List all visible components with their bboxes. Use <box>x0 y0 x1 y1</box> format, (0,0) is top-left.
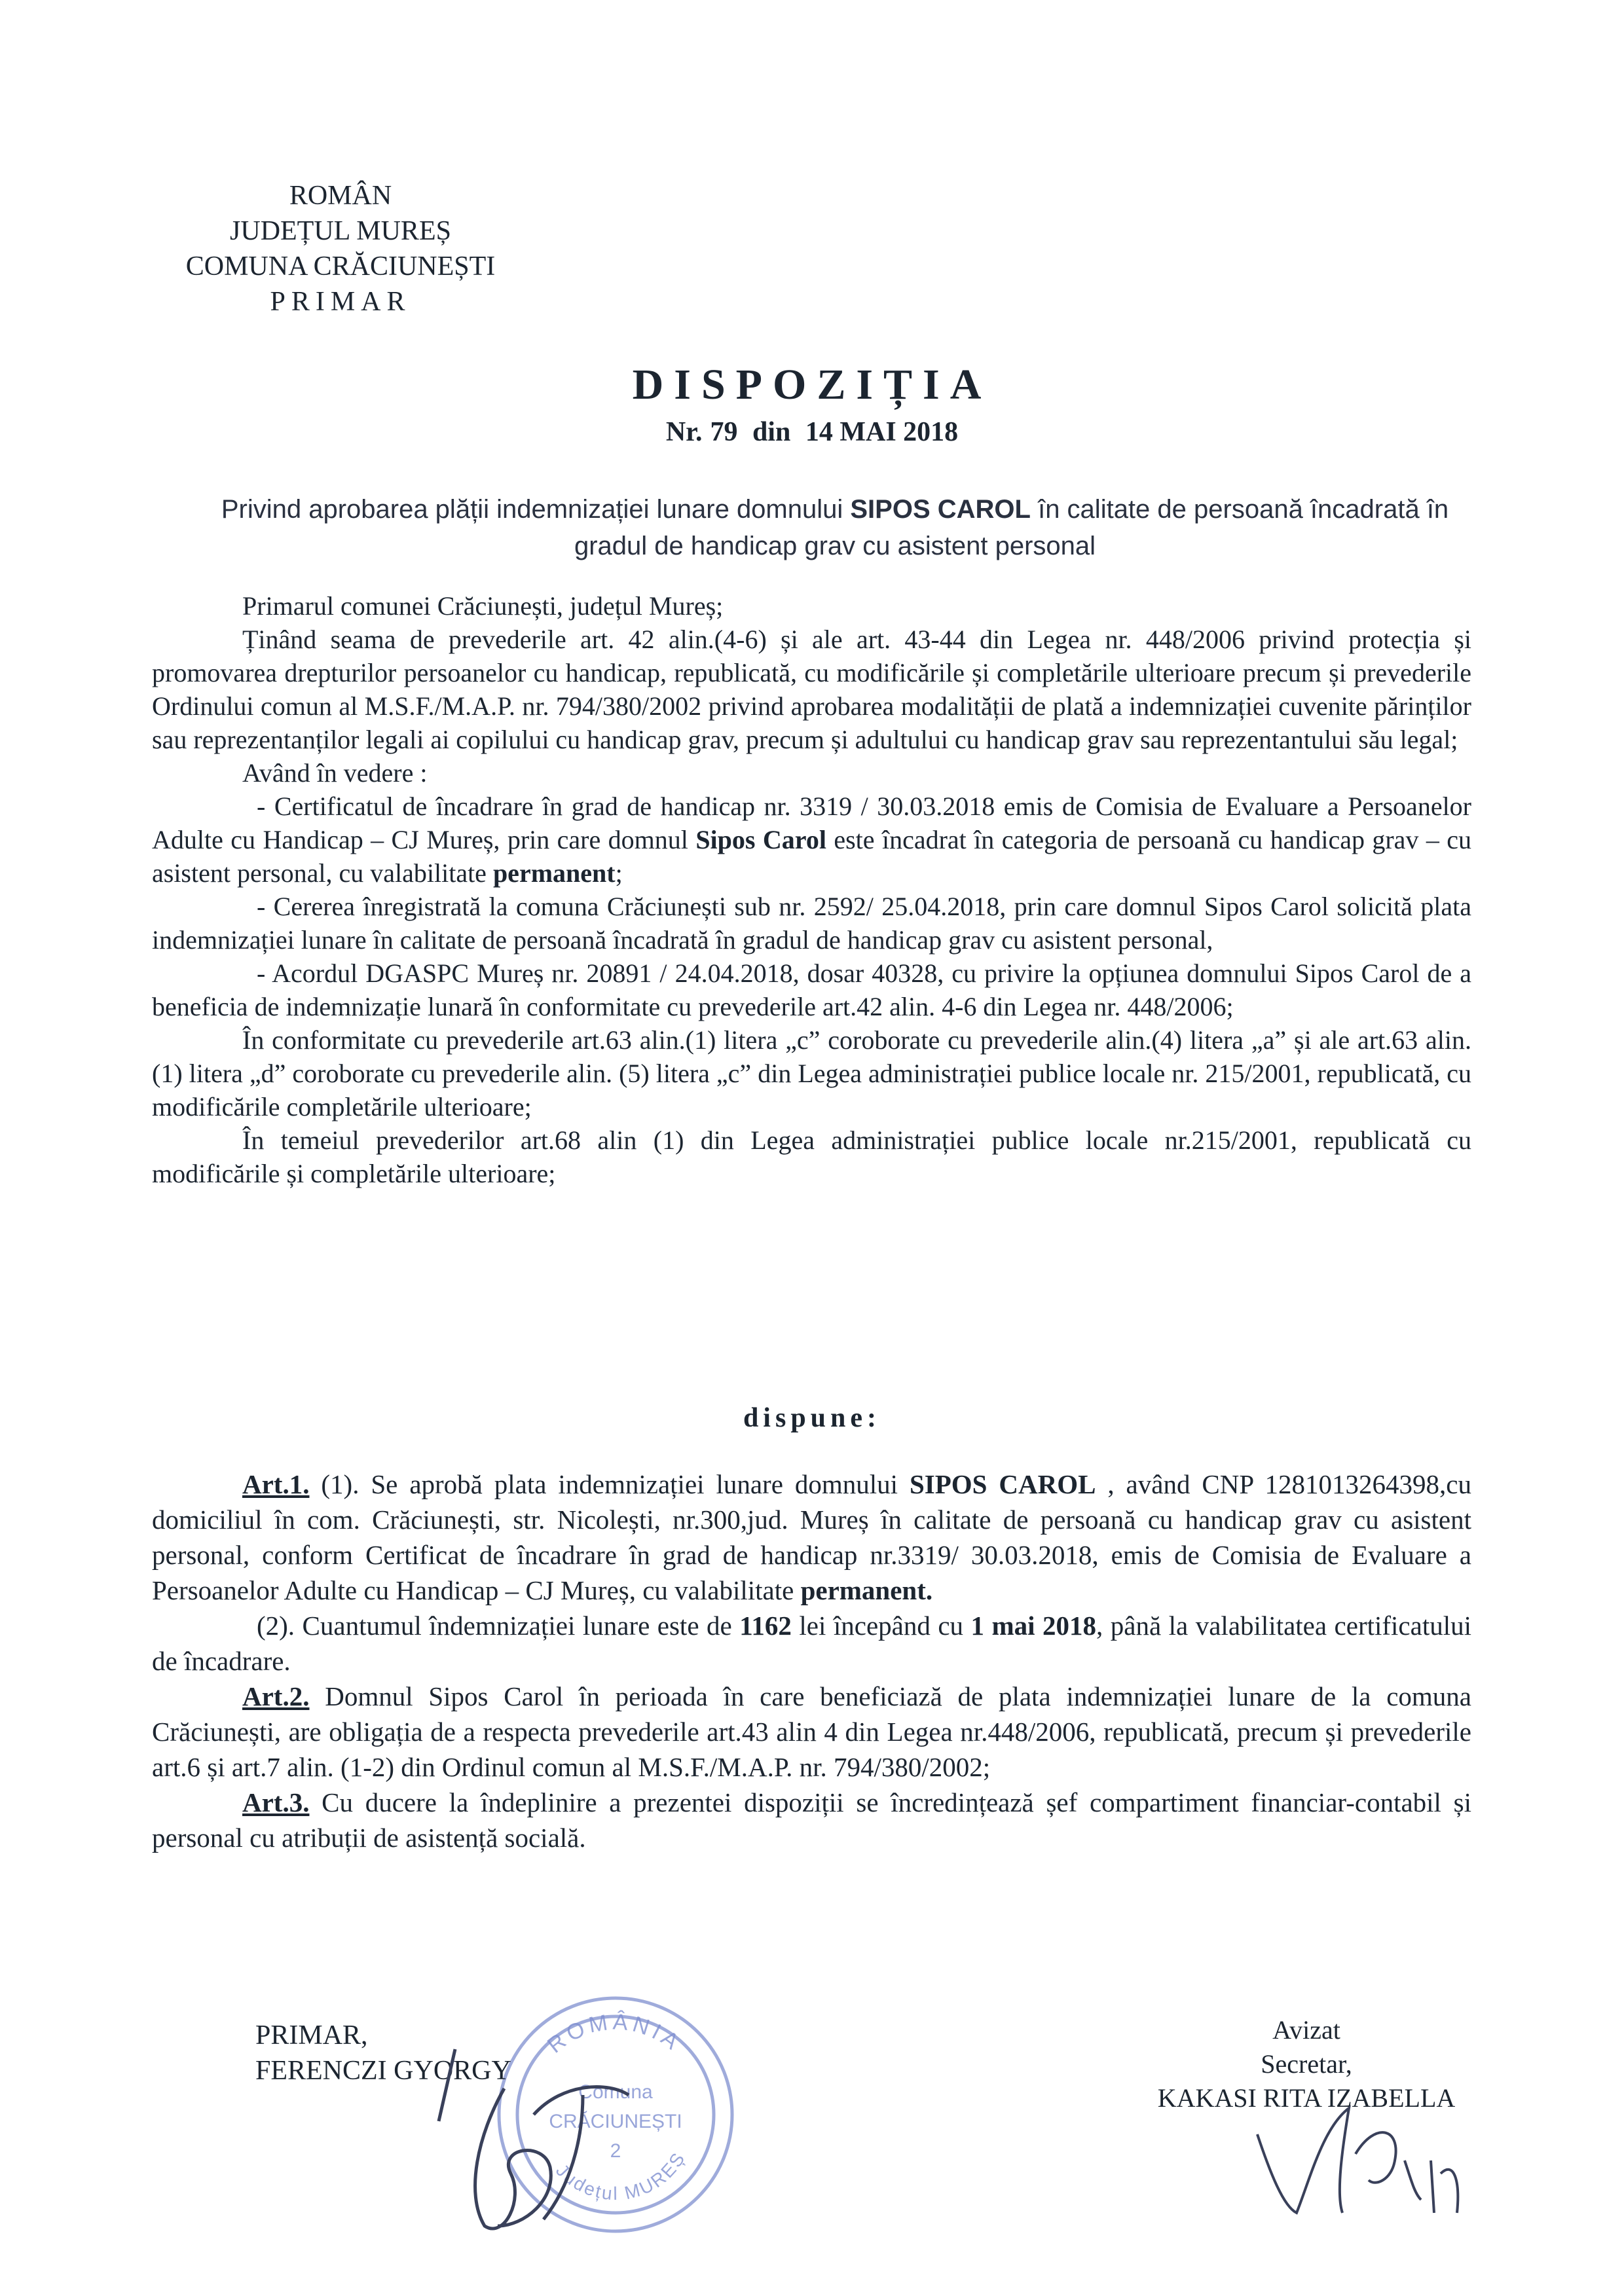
secretary-name: KAKASI RITA IZABELLA <box>1157 2083 1456 2113</box>
nr-label: Nr. <box>665 417 703 447</box>
mayor-role: PRIMAR, <box>255 2020 368 2050</box>
article-2-text: Domnul Sipos Carol în perioada în care beneficiază de plata indemnizației lunare de la comuna Crăciunești, are obligația de a respecta prevederile art.43 alin 4 din Legea nr.448/2006, republicată, precum și prevederile art.6 și art.7 alin. (1-2) din Ordinul comun al M.S.F./M.A.P. nr. 794/380/2002; <box>152 1681 1471 1782</box>
stamp-top-text: ROMÂNIA <box>542 2009 687 2058</box>
subject-text: Privind aprobarea plății indemnizației lunare domnului <box>221 495 851 524</box>
header-county: JUDEȚUL MUREȘ <box>230 216 451 246</box>
nr-value: 79 <box>710 417 738 447</box>
stamp-middle2: CRĂCIUNEȘTI <box>549 2111 682 2132</box>
article-bold: permanent. <box>800 1575 933 1605</box>
start-date: 1 mai 2018 <box>970 1611 1097 1641</box>
article-text-mid: , având CNP 1281013264398,cu domiciliul în com. Crăciunești, str. Nicolești, nr.300,jud. Mureș în calitate de persoană cu handicap grav cu asistent personal, conform Certificat de încadrare în grad de handicap nr.3319/ 30.03.2018, emis de Comisia de Evaluare a Persoanelor Adulte cu Handicap – CJ Mureș, cu valabilitate <box>152 1469 1471 1605</box>
article-3 <box>152 1785 1471 1855</box>
bullet-name: Sipos Carol <box>695 825 826 854</box>
bullet-request: - Cererea înregistrată la comuna Crăciunești sub nr. 2592/ 25.04.2018, prin care domnul Sipos Carol solicită plata indemnizației lunare în calitate de persoană încadrată în gradul de handicap grav cu asistent personal, <box>152 892 1471 955</box>
stamp-bottom-text: Județul MUREȘ <box>551 2147 690 2204</box>
preamble-considering: Având în vedere : <box>242 758 428 788</box>
bullet-text: - Certificatul de încadrare în grad de handicap nr. 3319 / 30.03.2018 emis de Comisia de Evaluare a Persoanelor Adulte cu Handicap – CJ Mureș, prin care domnul <box>152 792 1471 854</box>
preamble-conformity: În conformitate cu prevederile art.63 alin.(1) litera „c” coroborate cu prevederile alin.(4) litera „a” și ale art.63 alin. (1) litera „d” coroborate cu prevederile alin. (5) litera „c” din Legea administrației publice locale nr. 215/2001, republicată, cu modificările completările ulterioare; <box>152 1025 1471 1121</box>
mayor-handwritten-signature <box>393 2043 694 2239</box>
article-3-label: Art.3. <box>242 1787 310 1817</box>
document-date: 14 MAI 2018 <box>805 417 959 447</box>
subject-text-end: în calitate de persoană încadrată în gradul de handicap grav cu asistent personal <box>574 495 1449 560</box>
din-label: din <box>752 417 791 447</box>
header-country: ROMÂN <box>289 181 392 211</box>
preamble <box>152 589 1471 1190</box>
preamble-legal-basis: Ținând seama de prevederile art. 42 alin.(4-6) și ale art. 43-44 din Legea nr. 448/2006 privind protecția și promovarea drepturilor persoanelor cu handicap, republicată, cu modificările și completările ulterioare precum și prevederile Ordinului comun al M.S.F./M.A.P. nr. 794/380/2002 privind aprobarea modalității de plată a indemnizației cuvenite părinților sau reprezentanților legali ai copilului cu handicap grav, precum și adultului cu handicap grav sau reprezentantului său legal; <box>152 625 1471 754</box>
article-text-end: , până la valabilitatea certificatului de încadrare. <box>152 1611 1471 1676</box>
article-3-text: Cu ducere la îndeplinire a prezentei dispoziții se încredințează șef compartiment financiar-contabil și personal cu atribuții de asistență socială. <box>152 1787 1471 1853</box>
header-mayor: PRIMAR <box>270 287 411 317</box>
article-text-mid: lei începând cu <box>791 1611 971 1641</box>
article-2 <box>152 1679 1471 1785</box>
document-number <box>0 416 1624 448</box>
bullet-certificate <box>152 790 1471 890</box>
document-title: DISPOZIȚIA <box>632 361 992 409</box>
endorsed-label: Avizat <box>1272 2015 1340 2045</box>
dispune-heading: dispune: <box>743 1403 881 1433</box>
header-commune: COMUNA CRĂCIUNEȘTI <box>185 251 496 282</box>
bullet-bold: permanent <box>492 858 616 888</box>
secretary-role: Secretar, <box>1261 2049 1352 2079</box>
subject-name: SIPOS CAROL <box>850 495 1031 524</box>
preamble-mayor: Primarul comunei Crăciunești, județul Mureș; <box>242 591 724 621</box>
article-1-para-1 <box>152 1467 1471 1608</box>
amount: 1162 <box>739 1611 792 1641</box>
bullet-agreement: - Acordul DGASPC Mureș nr. 20891 / 24.04.2018, dosar 40328, cu privire la opțiunea domnului Sipos Carol de a beneficia de indemnizație lunară în conformitate cu prevederile art.42 alin. 4-6 din Legea nr. 448/2006; <box>152 958 1471 1021</box>
preamble-basis: În temeiul prevederilor art.68 alin (1) din Legea administrației publice locale nr.215/2001, republicată cu modificările și completările ulterioare; <box>152 1125 1471 1188</box>
article-2-label: Art.2. <box>242 1681 310 1711</box>
header-block <box>151 178 530 319</box>
stamp-middle1: Comuna <box>578 2081 653 2103</box>
secretary-handwritten-signature <box>1244 2082 1467 2232</box>
bullet-text-mid: este încadrat în categoria de persoană cu handicap grav – cu asistent personal, cu valabilitate <box>152 825 1472 888</box>
articles <box>152 1467 1471 1855</box>
article-text: (1). Se aprobă plata indemnizației lunare domnului <box>309 1469 910 1499</box>
mayor-name: FERENCZI GYORGY <box>255 2056 511 2086</box>
document-subject <box>196 491 1473 564</box>
article-text: (2). Cuantumul îndemnizației lunare este de <box>257 1611 740 1641</box>
article-1-para-2 <box>152 1608 1471 1679</box>
bullet-end: ; <box>615 858 623 888</box>
stamp-number: 2 <box>610 2140 621 2162</box>
article-1-label: Art.1. <box>242 1469 310 1499</box>
article-name: SIPOS CAROL <box>909 1469 1096 1499</box>
